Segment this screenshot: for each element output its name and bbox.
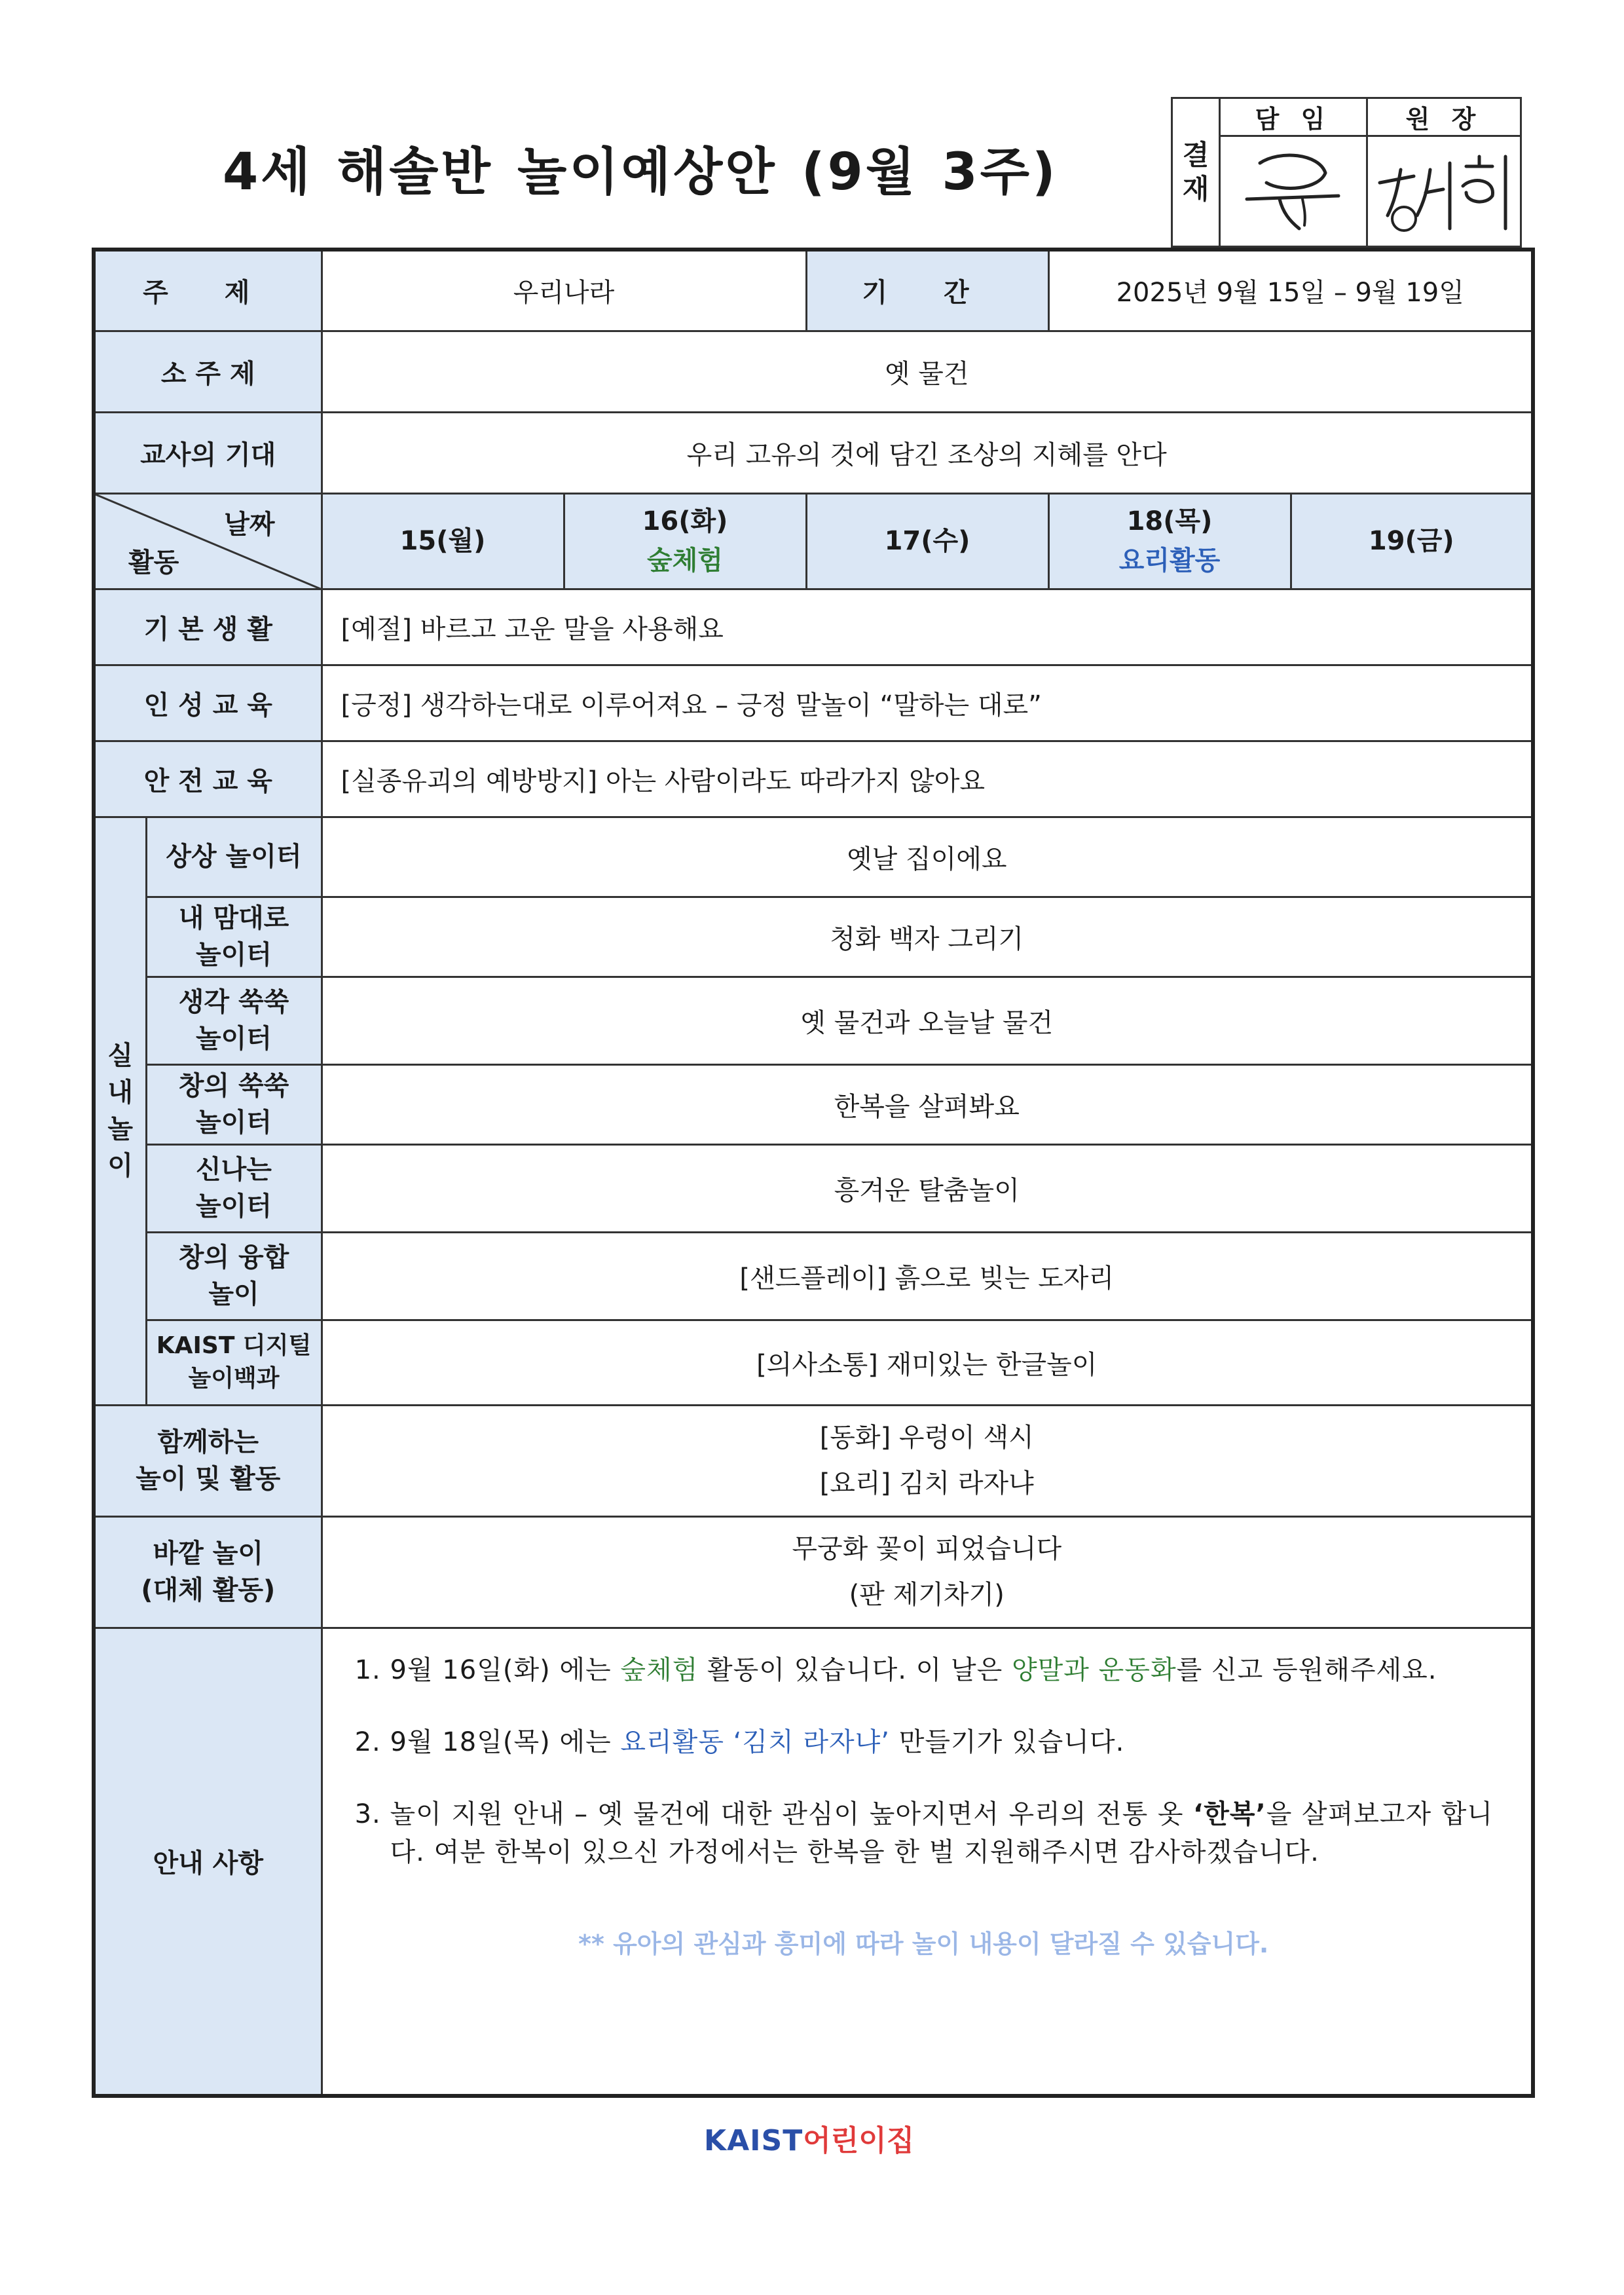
page-title <box>223 131 1062 204</box>
expectation-label: 교사의 기대 <box>94 412 322 493</box>
indoor-row-5 <box>94 1144 1533 1232</box>
subtopic-row <box>94 331 1533 412</box>
character-label: 인 성 교 육 <box>94 665 322 741</box>
notice-item-1: 1. 9월 16일(화) 에는 숲체험 활동이 있습니다. 이 날은 양말과 운동화를 신고 등원해주세요. <box>390 1651 1494 1689</box>
safety-row <box>94 741 1533 817</box>
indoor-row-6 <box>94 1232 1533 1320</box>
together-label: 함께하는 놀이 및 활동 <box>94 1405 322 1516</box>
expectation-row <box>94 412 1533 493</box>
title-doc: 놀이예상안 <box>517 143 777 202</box>
outdoor-label: 바깥 놀이 (대체 활동) <box>94 1516 322 1628</box>
outdoor-value: 무궁화 꽃이 피었습니다 (판 제기차기) <box>322 1516 1533 1628</box>
day-thu-note: 요리활동 <box>1118 546 1221 576</box>
day-tue-note: 숲체험 <box>647 546 723 576</box>
day-mon: 15(월) <box>322 493 564 589</box>
approval-label: 결 재 <box>1172 98 1220 247</box>
plan-table <box>92 248 1535 2098</box>
subtopic-value: 옛 물건 <box>322 331 1533 412</box>
indoor-activity-5: 흥겨운 탈춤놀이 <box>322 1144 1533 1232</box>
subject-row <box>94 250 1533 331</box>
day-wed: 17(수) <box>806 493 1048 589</box>
period-label: 기 간 <box>806 250 1048 331</box>
day-fri: 19(금) <box>1291 493 1533 589</box>
basic-label: 기 본 생 활 <box>94 589 322 665</box>
day-tue: 16(화) 숲체험 <box>564 493 806 589</box>
subject-label: 주 제 <box>94 250 322 331</box>
notice-content <box>322 1628 1533 2096</box>
notice-row <box>94 1628 1533 2096</box>
indoor-activity-6: [샌드플레이] 흙으로 빚는 도자리 <box>322 1232 1533 1320</box>
safety-label: 안 전 교 육 <box>94 741 322 817</box>
date-activity-header: 날짜 활동 <box>94 493 322 589</box>
basic-value: [예절] 바르고 고운 말을 사용해요 <box>322 589 1533 665</box>
title-age: 4세 <box>223 143 313 202</box>
kindergarten-logo: KAIST어린이집 <box>704 2124 915 2157</box>
subject-value: 우리나라 <box>322 250 806 331</box>
indoor-row-7 <box>94 1320 1533 1405</box>
teacher-signature <box>1220 136 1367 247</box>
outdoor-row <box>94 1516 1533 1628</box>
day-thu: 18(목) 요리활동 <box>1048 493 1291 589</box>
period-value: 2025년 9월 15일 – 9월 19일 <box>1048 250 1533 331</box>
together-value: [동화] 우렁이 색시 [요리] 김치 라자냐 <box>322 1405 1533 1516</box>
notice-remark: ** 유아의 관심과 흥미에 따라 놀이 내용이 달라질 수 있습니다. <box>578 1929 1269 1958</box>
title-month: (9월 <box>801 143 918 202</box>
indoor-area-2: 내 맘대로 놀이터 <box>146 897 322 977</box>
indoor-area-5: 신나는 놀이터 <box>146 1144 322 1232</box>
character-row <box>94 665 1533 741</box>
indoor-area-6: 창의 융합 놀이 <box>146 1232 322 1320</box>
indoor-area-1: 상상 놀이터 <box>146 817 322 897</box>
director-signature <box>1367 136 1521 247</box>
subtopic-label: 소 주 제 <box>94 331 322 412</box>
notice-item-3: 3. 놀이 지원 안내 – 옛 물건에 대한 관심이 높아지면서 우리의 전통 옷 ‘한복’을 살펴보고자 합니다. 여분 한복이 있으신 가정에서는 한복을 한 벌 지원해주시면 감사하겠습니다. <box>390 1795 1494 1871</box>
days-row <box>94 493 1533 589</box>
indoor-area-4: 창의 쑥쑥 놀이터 <box>146 1064 322 1144</box>
title-class: 해솔반 <box>337 143 493 202</box>
indoor-row-3 <box>94 977 1533 1064</box>
approval-box <box>1171 97 1522 248</box>
indoor-activity-1: 옛날 집이에요 <box>322 817 1533 897</box>
character-value: [긍정] 생각하는대로 이루어져요 – 긍정 말놀이 “말하는 대로” <box>322 665 1533 741</box>
indoor-row-4 <box>94 1064 1533 1144</box>
indoor-activity-7: [의사소통] 재미있는 한글놀이 <box>322 1320 1533 1405</box>
indoor-label: 실 내 놀 이 <box>94 817 146 1405</box>
indoor-area-3: 생각 쑥쑥 놀이터 <box>146 977 322 1064</box>
basic-row <box>94 589 1533 665</box>
indoor-row-1 <box>94 817 1533 897</box>
indoor-activity-2: 청화 백자 그리기 <box>322 897 1533 977</box>
indoor-activity-3: 옛 물건과 오늘날 물건 <box>322 977 1533 1064</box>
notice-label: 안내 사항 <box>94 1628 322 2096</box>
title-week: 3주) <box>942 143 1058 202</box>
indoor-area-7: KAIST 디지털 놀이백과 <box>146 1320 322 1405</box>
notice-item-2: 2. 9월 18일(목) 에는 요리활동 ‘김치 라자냐’ 만들기가 있습니다. <box>390 1723 1494 1761</box>
teacher-header: 담 임 <box>1220 98 1367 136</box>
safety-value: [실종유괴의 예방방지] 아는 사람이라도 따라가지 않아요 <box>322 741 1533 817</box>
together-row <box>94 1405 1533 1516</box>
expectation-value: 우리 고유의 것에 담긴 조상의 지혜를 안다 <box>322 412 1533 493</box>
indoor-activity-4: 한복을 살펴봐요 <box>322 1064 1533 1144</box>
indoor-row-2 <box>94 897 1533 977</box>
director-header: 원 장 <box>1367 98 1521 136</box>
